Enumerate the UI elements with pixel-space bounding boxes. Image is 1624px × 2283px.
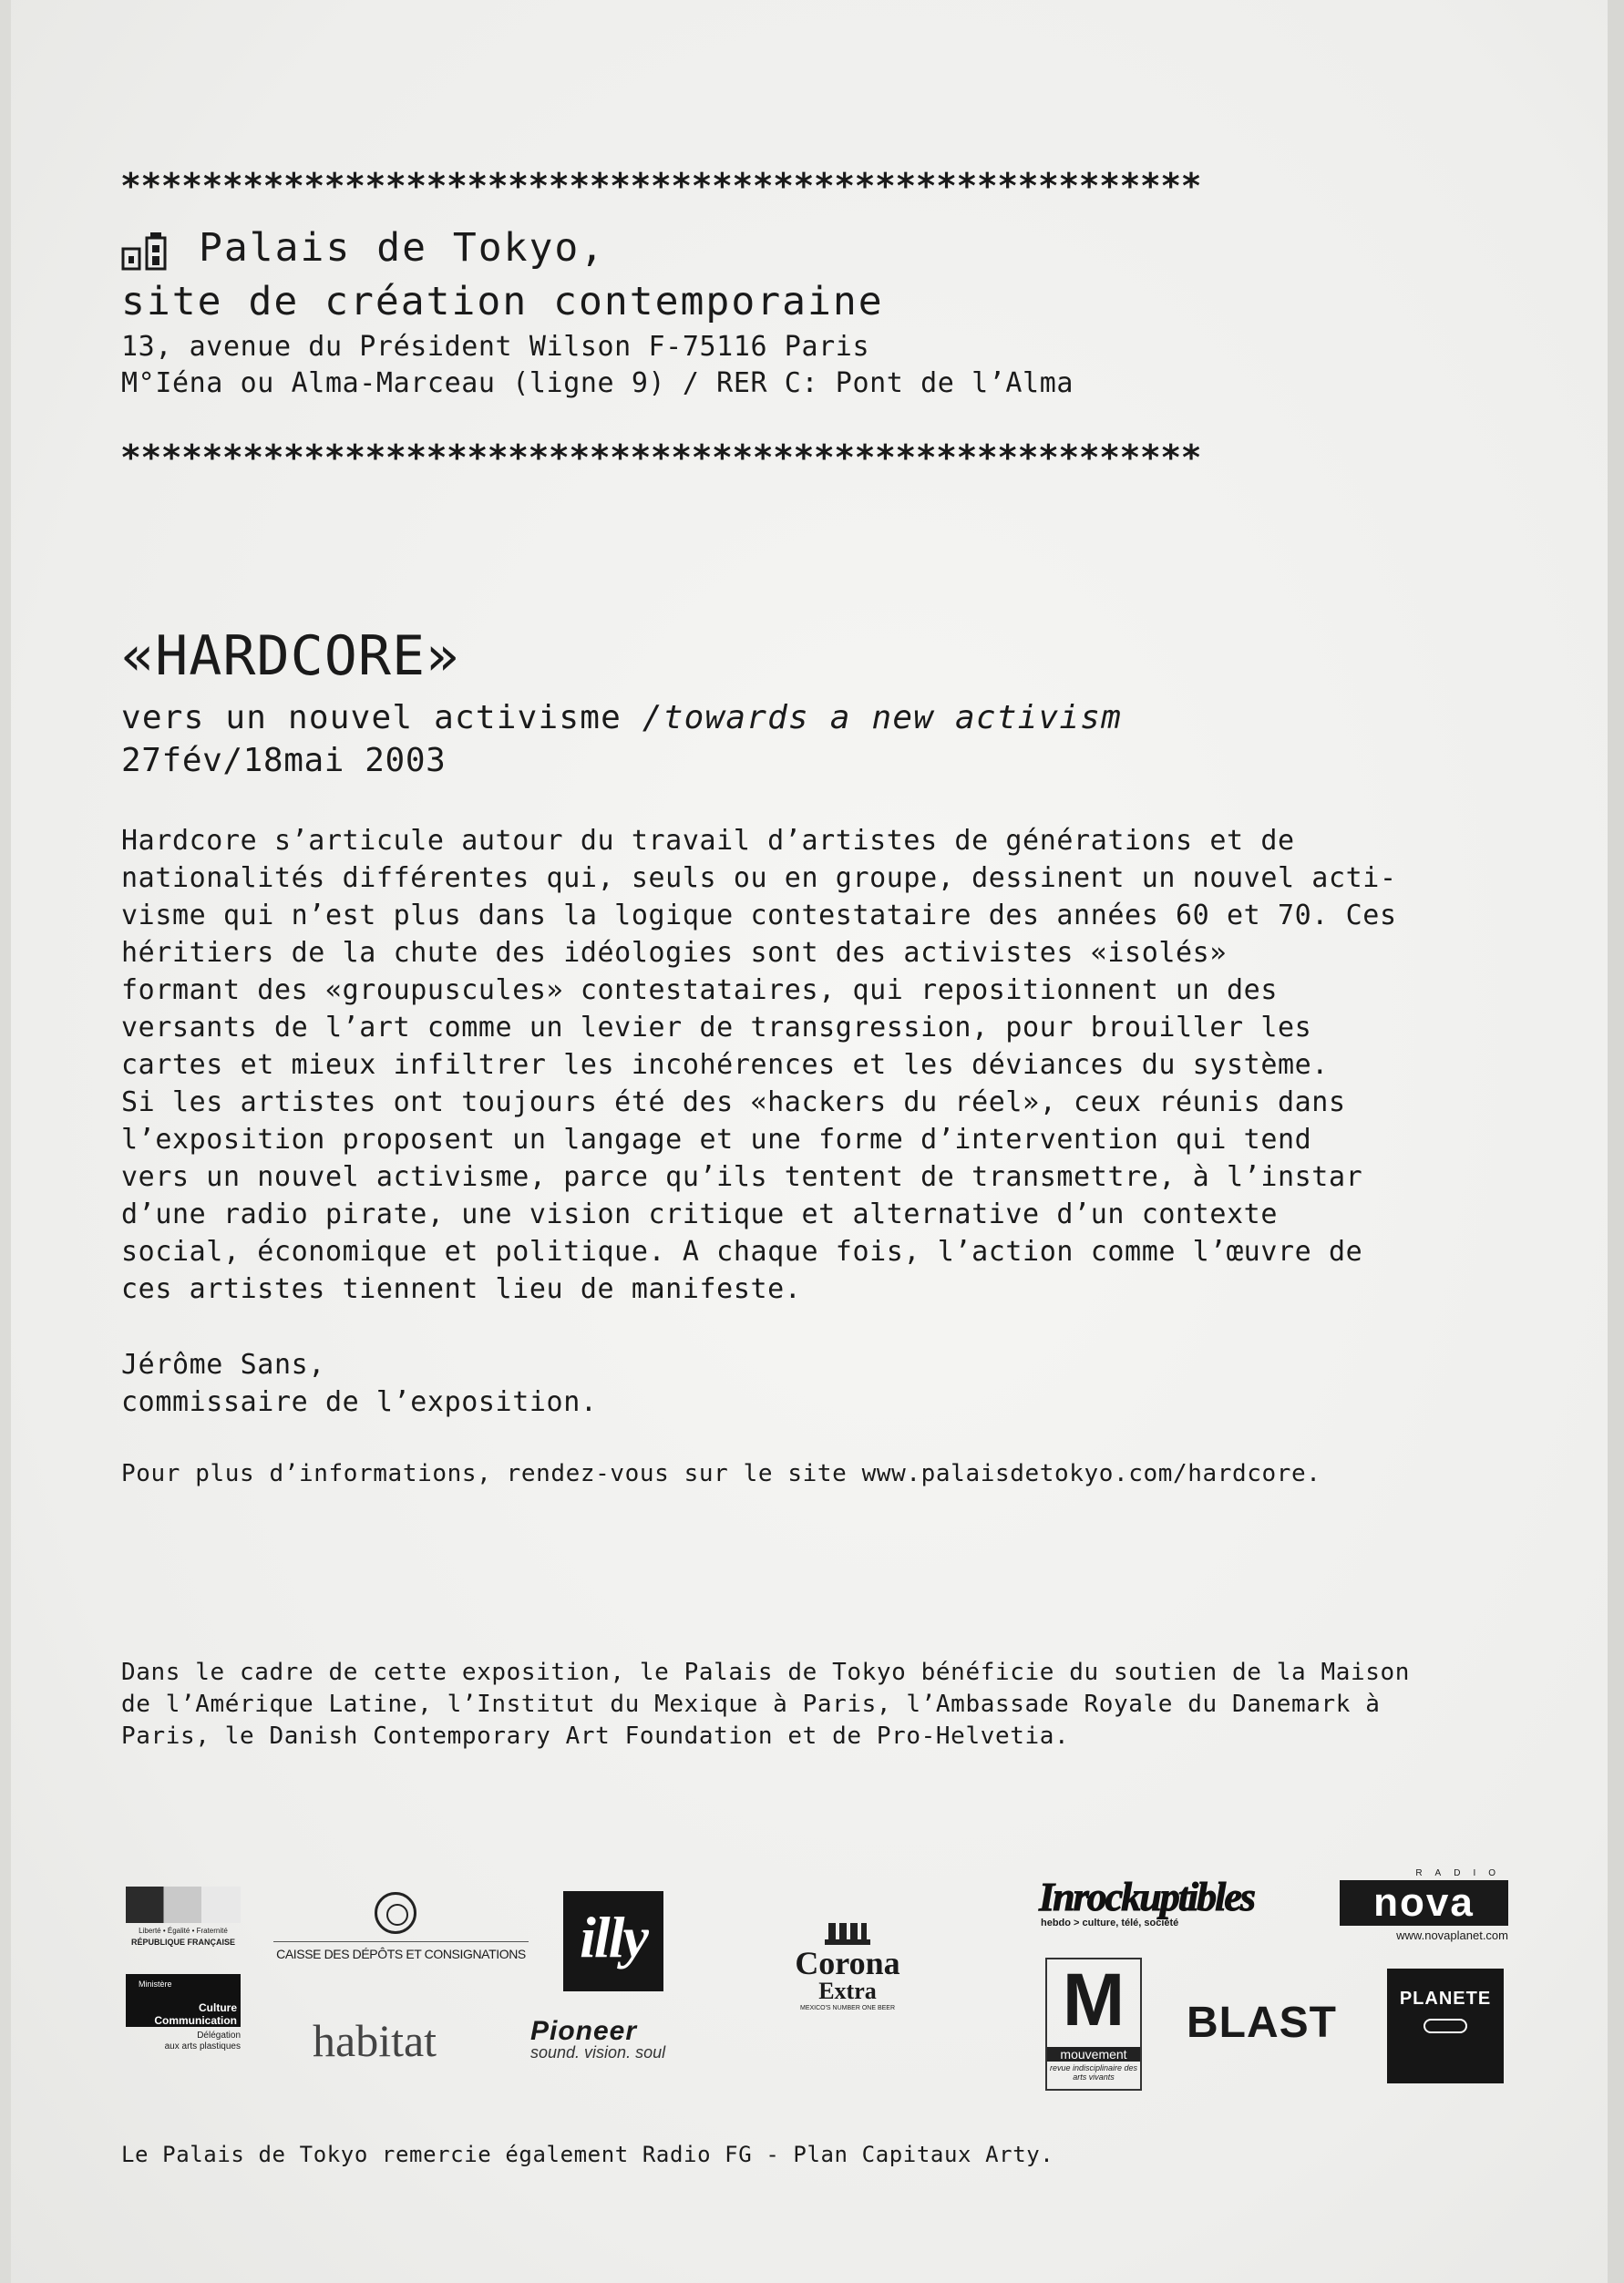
support-line: Paris, le Danish Contemporary Art Foundation et de Pro-Helvetia. [121, 1723, 1070, 1750]
mouvement-m: M [1062, 1959, 1125, 2041]
corona-logo [775, 1923, 920, 2011]
venue-address: 13, avenue du Président Wilson F-75116 Paris [121, 331, 870, 363]
culture-top: Ministère [139, 1980, 172, 1989]
body-line: visme qui n’est plus dans la logique contestataire des années 60 et 70. Ces [121, 900, 1397, 931]
crown-icon [825, 1923, 870, 1945]
exhibition-description [121, 822, 1516, 1308]
seal-icon [375, 1892, 416, 1934]
pioneer-logo [530, 2016, 694, 2062]
body-line: d’une radio pirate, une vision critique et alternative d’un contexte [121, 1198, 1278, 1230]
curator-name: Jérôme Sans, [121, 1349, 325, 1381]
blast-logo: BLAST [1187, 1999, 1337, 2047]
exhibition-dates: 27fév/18mai 2003 [121, 742, 447, 779]
curator-role: commissaire de l’exposition. [121, 1386, 598, 1418]
illy-text: illy [580, 1905, 647, 1969]
mouvement-tagline: revue indisciplinaire des arts vivants [1049, 2063, 1138, 2082]
paper-edge-left [0, 0, 11, 2283]
support-line: Dans le cadre de cette exposition, le Palais de Tokyo bénéficie du soutien de la Maison [121, 1659, 1411, 1686]
cdc-text: CAISSE DES DÉPÔTS ET CONSIGNATIONS [276, 1947, 526, 1961]
culture-word: Culture [199, 2001, 237, 2014]
marianne-flag-icon [126, 1887, 241, 1923]
habitat-logo: habitat [313, 2015, 437, 2066]
paper-edge-right [1608, 0, 1624, 2283]
asterisk-rule-top: ***************************************************** [120, 166, 1202, 206]
nova-url: www.novaplanet.com [1396, 1928, 1508, 1942]
rf-name: RÉPUBLIQUE FRANÇAISE [130, 1938, 235, 1947]
mouvement-text: mouvement [1047, 2047, 1140, 2062]
communication-word: Communication [154, 2014, 237, 2027]
body-line: vers un nouvel activisme, parce qu’ils tentent de transmettre, à l’instar [121, 1161, 1363, 1193]
body-line: social, économique et politique. A chaque fois, l’action comme l’œuvre de [121, 1236, 1363, 1268]
planete-logo [1387, 1969, 1504, 2083]
planete-ring-icon [1424, 2019, 1467, 2033]
nova-radio: RADIO [1415, 1868, 1508, 1878]
arts-plastiques-word: aux arts plastiques [164, 2041, 241, 2052]
info-line: Pour plus d’informations, rendez-vous sur le site www.palaisdetokyo.com/hardcore. [121, 1460, 1321, 1487]
body-line: Hardcore s’articule autour du travail d’artistes de générations et de [121, 825, 1295, 857]
rf-motto: Liberté • Égalité • Fraternité [139, 1927, 228, 1935]
exhibition-title: «HARDCORE» [121, 624, 460, 688]
body-line: versants de l’art comme un levier de transgression, pour brouiller les [121, 1012, 1312, 1044]
caisse-depots-logo [273, 1892, 529, 1969]
corona-tagline: MEXICO'S NUMBER ONE BEER [799, 2005, 896, 2011]
delegation-word: Délégation [197, 2031, 241, 2041]
ministere-culture-logo [126, 1974, 241, 2052]
subtitle-fr: vers un nouvel activisme [121, 699, 622, 736]
corona-extra: Extra [818, 1978, 877, 2004]
illy-logo [563, 1891, 663, 1991]
corona-text: Corona [795, 1945, 900, 1981]
pioneer-tagline: sound. vision. soul [530, 2043, 666, 2062]
inrock-text: Inrockuptibles [1039, 1875, 1255, 1919]
nova-text: nova [1340, 1880, 1508, 1926]
body-line: Si les artistes ont toujours été des «hackers du réel», ceux réunis dans [121, 1086, 1346, 1118]
venue-description: site de création contemporaine [121, 279, 884, 324]
mouvement-logo [1045, 1958, 1142, 2091]
radio-nova-logo [1340, 1868, 1508, 1942]
body-line: nationalités différentes qui, seuls ou en groupe, dessinent un nouvel acti- [121, 862, 1397, 894]
inrock-tagline: hebdo > culture, télé, société [1041, 1918, 1179, 1928]
thanks-line: Le Palais de Tokyo remercie également Radio FG - Plan Capitaux Arty. [121, 2142, 1054, 2167]
venue-name: Palais de Tokyo, [199, 225, 606, 271]
asterisk-rule-bottom: ***************************************************** [120, 437, 1202, 478]
subtitle-en: /towards a new activism [642, 699, 1122, 736]
building-icon [121, 232, 172, 271]
body-line: formant des «groupuscules» contestataires, qui repositionnent un des [121, 974, 1278, 1006]
body-line: l’exposition proposent un langage et une forme d’intervention qui tend [121, 1124, 1312, 1156]
exhibition-subtitle [121, 699, 1122, 736]
planete-text: PLANETE [1399, 1989, 1492, 2009]
republique-francaise-logo [126, 1887, 241, 1947]
support-line: de l’Amérique Latine, l’Institut du Mexique à Paris, l’Ambassade Royale du Danemark à [121, 1691, 1381, 1718]
inrockuptibles-logo [1039, 1877, 1312, 1928]
venue-transport: M°Iéna ou Alma-Marceau (ligne 9) / RER C: Pont de l’Alma [121, 367, 1074, 399]
support-paragraph [121, 1657, 1410, 1753]
pioneer-text: Pioneer [530, 2016, 638, 2046]
body-line: héritiers de la chute des idéologies sont des activistes «isolés» [121, 937, 1227, 969]
body-line: cartes et mieux infiltrer les incohérences et les déviances du système. [121, 1049, 1329, 1081]
body-line: ces artistes tiennent lieu de manifeste. [121, 1273, 802, 1305]
